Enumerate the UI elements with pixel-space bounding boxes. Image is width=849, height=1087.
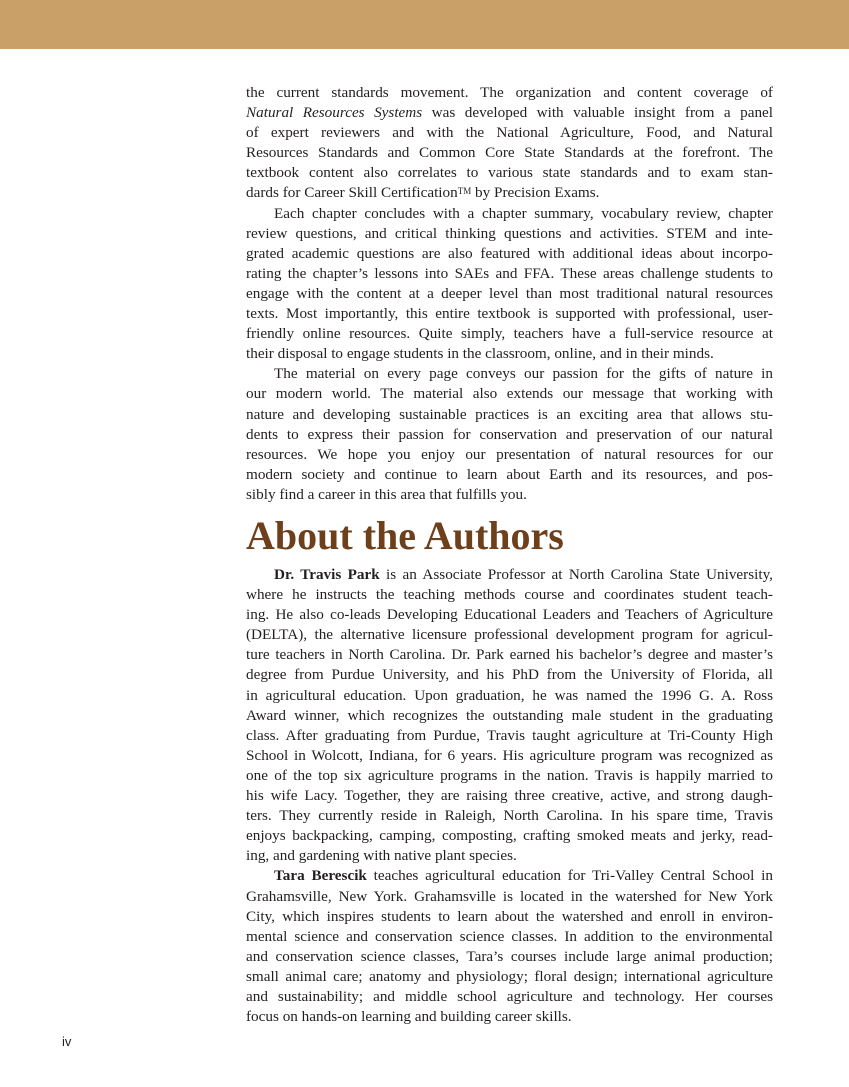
text-line: one of the top six agriculture programs in the nation. Travis is happily married to xyxy=(246,766,773,784)
text-line: our modern world. The material also extends our message that working with xyxy=(246,385,773,403)
text-line xyxy=(246,866,773,886)
text-line: and sustainability; and middle school agriculture and technology. Her courses xyxy=(246,987,773,1005)
text-line: ing, and gardening with native plant species. xyxy=(246,847,517,865)
text-line: ing. He also co-leads Developing Educational Leaders and Teachers of Agriculture xyxy=(246,606,773,624)
text-fragment: teaches agricultural education for Tri-Valley Central School in xyxy=(366,867,773,885)
text-line: The material on every page conveys our passion for the gifts of nature in xyxy=(274,365,773,383)
text-line: friendly online resources. Quite simply, teachers have a full-service resource at xyxy=(246,325,773,343)
text-line: ture teachers in North Carolina. Dr. Park earned his bachelor’s degree and master’s xyxy=(246,646,773,664)
text-line: focus on hands-on learning and building career skills. xyxy=(246,1008,572,1026)
header-band xyxy=(0,0,849,49)
text-line xyxy=(246,565,773,585)
author-name: Tara Berescik xyxy=(274,867,367,885)
text-line: mental science and conservation science classes. In addition to the environmental xyxy=(246,927,773,945)
text-line: resources. We hope you enjoy our presentation of natural resources for our xyxy=(246,445,773,463)
text-line: his wife Lacy. Together, they are raising three creative, active, and strong daugh- xyxy=(246,787,773,805)
text-line: in agricultural education. Upon graduation, he was named the 1996 G. A. Ross xyxy=(246,686,773,704)
text-fragment: by Precision Exams. xyxy=(471,184,600,202)
text-line: ters. They currently reside in Raleigh, North Carolina. In his spare time, Travis xyxy=(246,807,773,825)
page-number: iv xyxy=(62,1034,72,1049)
text-line: School in Wolcott, Indiana, for 6 years. His agriculture program was recognized as xyxy=(246,746,773,764)
text-line: Award winner, which recognizes the outstanding male student in the graduating xyxy=(246,706,773,724)
text-line: (DELTA), the alternative licensure professional development program for agricul- xyxy=(246,626,773,644)
text-line: their disposal to engage students in the classroom, online, and in their minds. xyxy=(246,345,714,363)
text-line: Grahamsville, New York. Grahamsville is located in the watershed for New York xyxy=(246,887,773,905)
text-line: where he instructs the teaching methods course and coordinates student teach- xyxy=(246,586,773,604)
text-line: the current standards movement. The organization and content coverage of xyxy=(246,84,773,101)
text-line: enjoys backpacking, camping, composting, crafting smoked meats and jerky, read- xyxy=(246,827,773,845)
text-line: engage with the content at a deeper level than most traditional natural resources xyxy=(246,284,773,302)
author-name: Dr. Travis Park xyxy=(274,566,380,583)
text-line: Each chapter concludes with a chapter summary, vocabulary review, chapter xyxy=(274,204,773,222)
text-line: sibly find a career in this area that fulfills you. xyxy=(246,485,527,503)
book-title: Natural Resources Systems xyxy=(246,104,423,122)
text-line: small animal care; anatomy and physiology; floral design; international agriculture xyxy=(246,967,773,985)
section-heading: About the Authors xyxy=(246,513,564,558)
text-fragment: dards for Career Skill Certification xyxy=(246,184,458,202)
text-line: class. After graduating from Purdue, Travis taught agriculture at Tri-County High xyxy=(246,726,773,744)
text-line xyxy=(246,103,773,123)
text-line: grated academic questions are also featured with additional ideas about incorpo- xyxy=(246,244,773,262)
text-line: City, which inspires students to learn about the watershed and enroll in environ- xyxy=(246,907,773,925)
text-line: dents to express their passion for conservation and preservation of our natural xyxy=(246,425,773,443)
text-line: review questions, and critical thinking questions and activities. STEM and inte- xyxy=(246,224,773,242)
text-line: Resources Standards and Common Core State Standards at the forefront. The xyxy=(246,144,773,162)
text-line: textbook content also correlates to various state standards and to exam stan- xyxy=(246,164,773,182)
trademark: TM xyxy=(457,186,472,197)
intro-text xyxy=(246,83,773,505)
text-fragment: was developed with valuable insight from a panel xyxy=(422,104,773,122)
authors-text xyxy=(246,565,773,1027)
text-line: rating the chapter’s lessons into SAEs and FFA. These areas challenge students to xyxy=(246,264,773,282)
text-fragment: is an Associate Professor at North Carolina State University, xyxy=(379,566,773,583)
text-line: texts. Most importantly, this entire textbook is supported with professional, user- xyxy=(246,305,773,323)
text-line: and conservation science classes, Tara’s courses include large animal production; xyxy=(246,947,773,965)
text-line xyxy=(246,183,773,203)
text-line: nature and developing sustainable practices is an exciting area that allows stu- xyxy=(246,405,773,423)
text-line: modern society and continue to learn about Earth and its resources, and pos- xyxy=(246,465,773,483)
text-line: degree from Purdue University, and his PhD from the University of Florida, all xyxy=(246,666,773,684)
text-line: of expert reviewers and with the National Agriculture, Food, and Natural xyxy=(246,124,773,142)
